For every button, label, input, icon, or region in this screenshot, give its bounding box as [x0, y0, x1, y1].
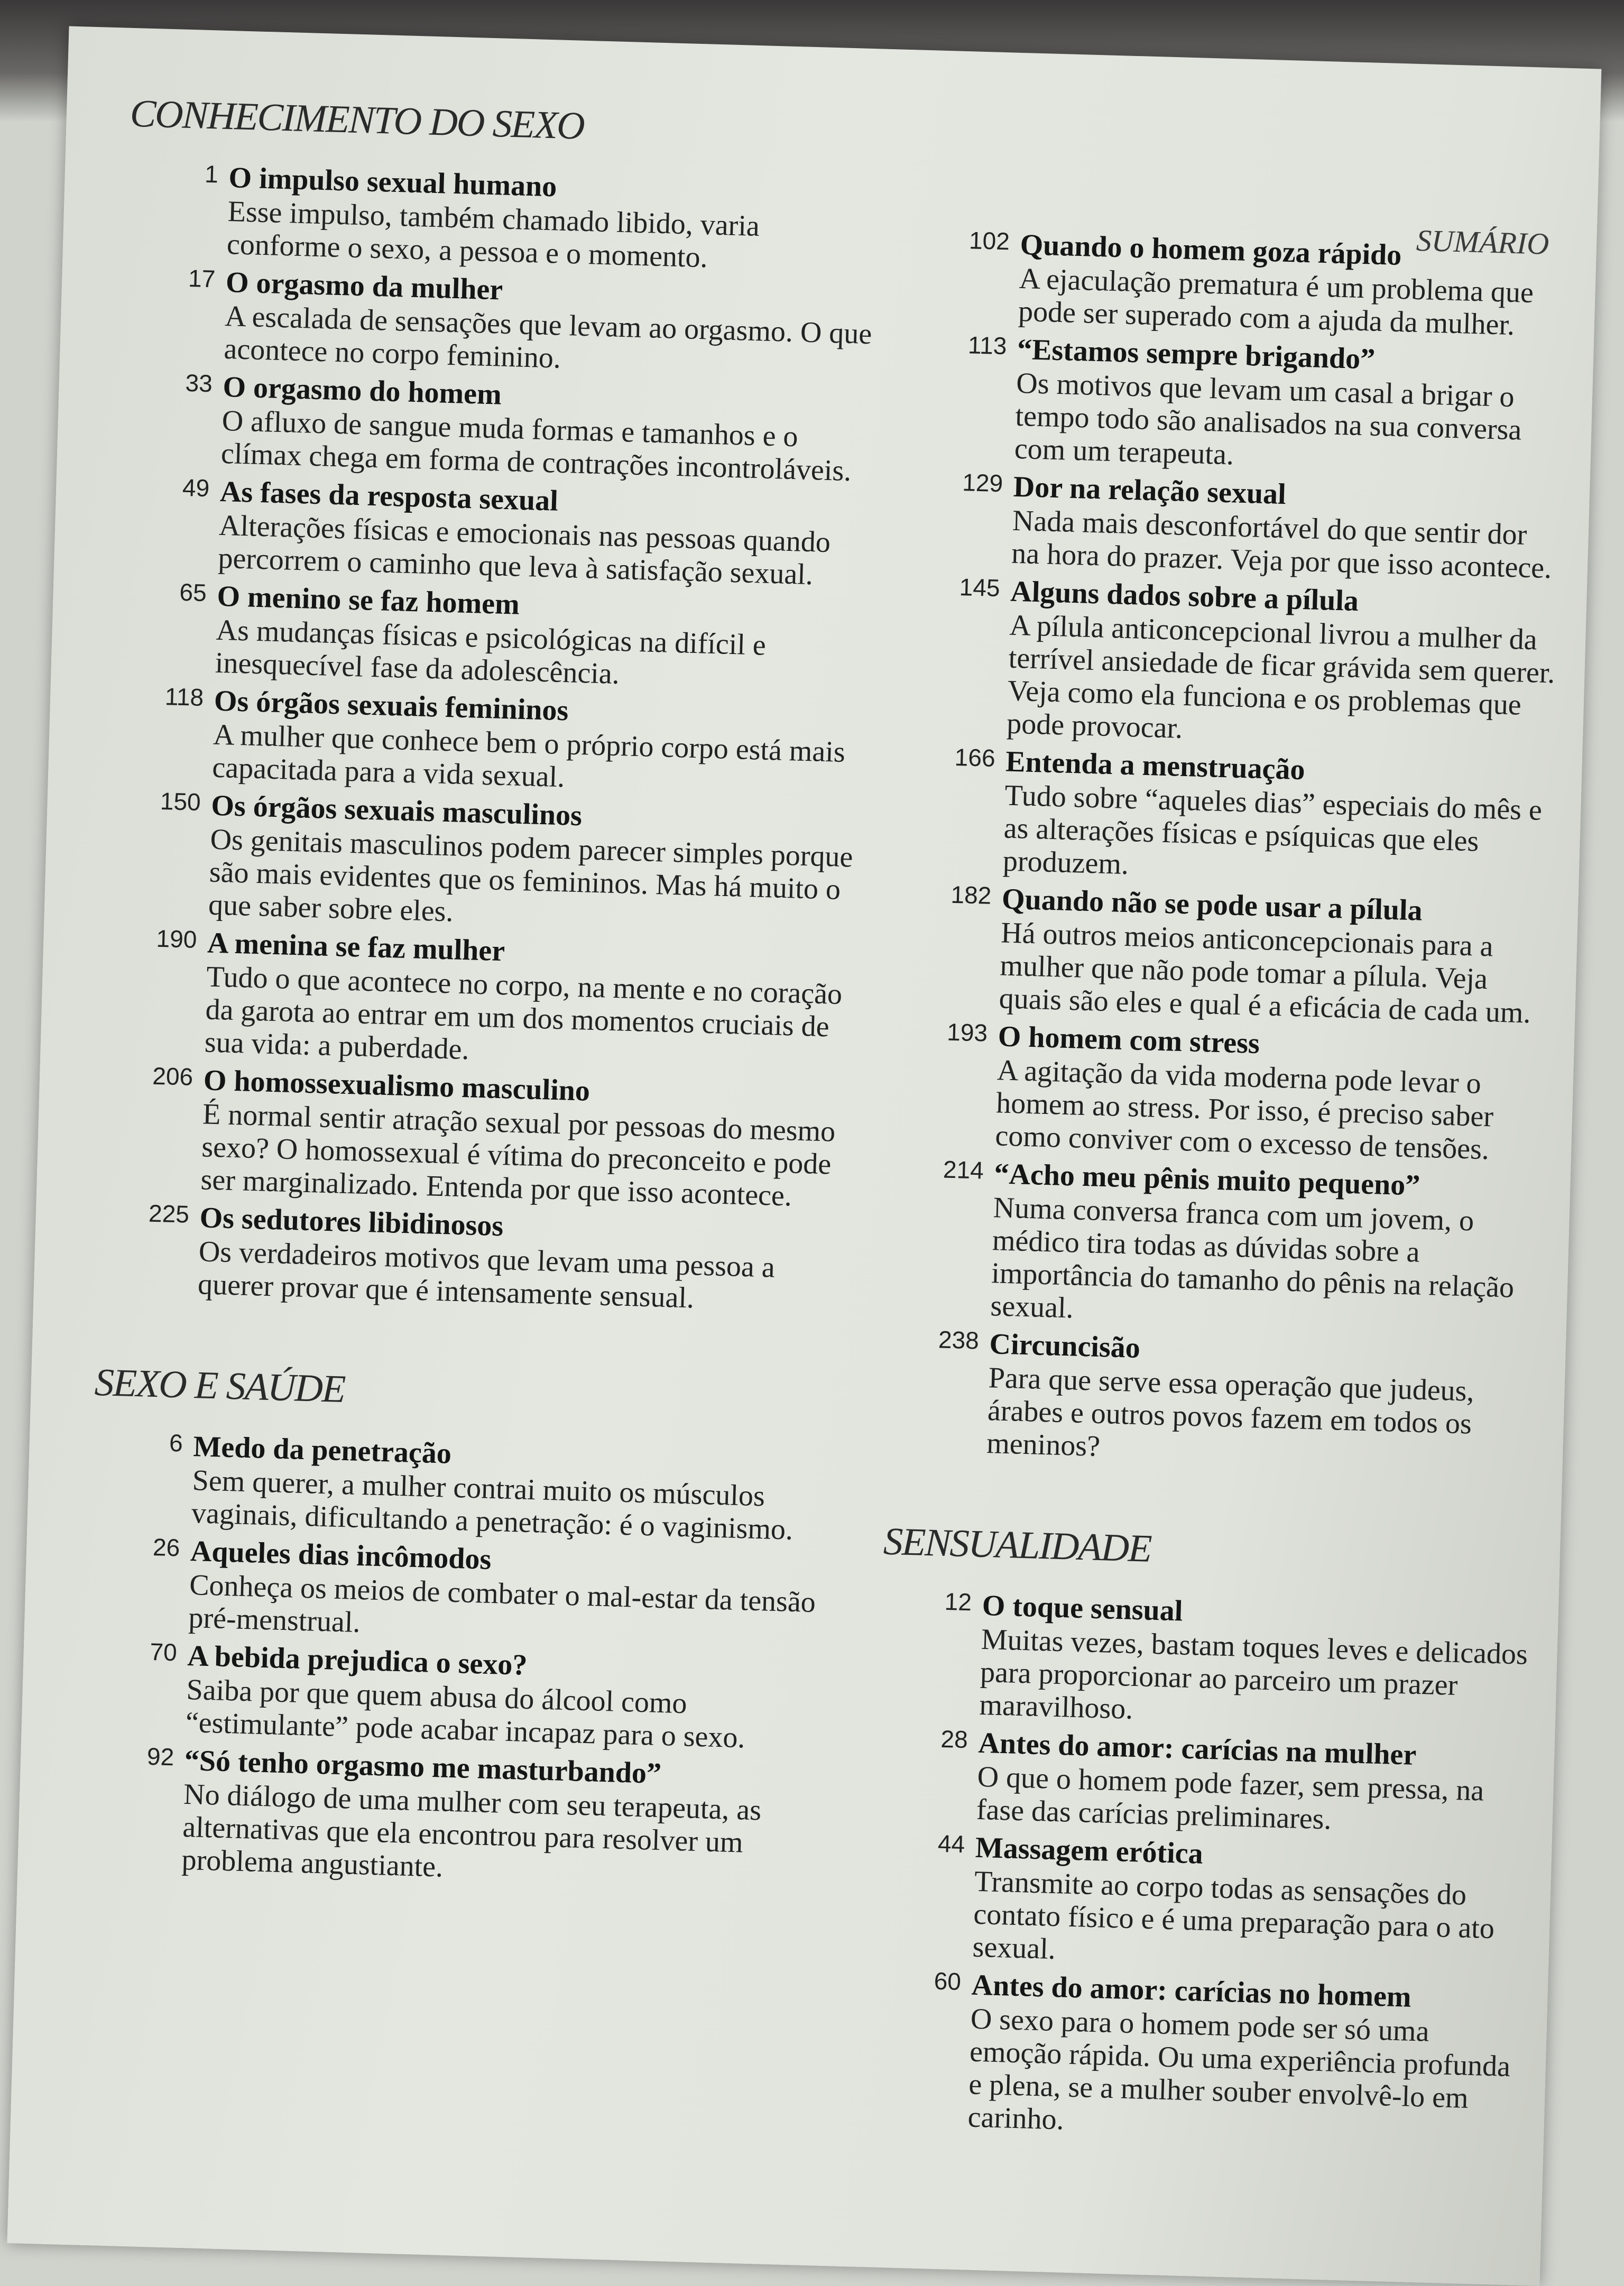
- page-number: 206: [152, 1062, 193, 1091]
- toc-entry: [88, 1531, 841, 1653]
- entry-description: Sem querer, a mulher contrai muito os músculos vaginais, dificultando a penetração: é o vaginismo.: [191, 1464, 793, 1546]
- toc-entry: [117, 472, 871, 593]
- entry-title: Antes do amor: carícias no homem: [971, 1968, 1412, 2014]
- toc-entry: [114, 576, 868, 697]
- entry-title: O toque sensual: [981, 1589, 1184, 1628]
- toc-entry: [112, 680, 865, 802]
- toc-entry: [879, 1586, 1533, 1737]
- entry-description: Alterações físicas e emocionais nas pessoas quando percorrem o caminho que leva à satisfação sexual.: [217, 509, 831, 592]
- entry-title: Medo da penetração: [192, 1430, 452, 1470]
- toc-entry: [120, 367, 873, 488]
- entry-title: O homem com stress: [998, 1020, 1260, 1061]
- entry-title: O orgasmo da mulher: [225, 265, 504, 307]
- entry-description: Os motivos que levam um casal a brigar o tempo todo são analisados na sua conversa com um terapeuta.: [1014, 366, 1522, 472]
- entry-description: No diálogo de uma mulher com seu terapeuta, as alternativas que ela encontrou para resolver um problema angustiante.: [181, 1777, 762, 1884]
- entry-description: Muitas vezes, bastam toques leves e delicados para proporcionar ao parceiro um prazer maravilhoso.: [979, 1623, 1528, 1726]
- entry-title: “Estamos sempre brigando”: [1017, 333, 1376, 376]
- entry-title: Circuncisão: [989, 1328, 1141, 1365]
- page-number: 214: [943, 1155, 984, 1184]
- section-title: CONHECIMENTO DO SEXO: [129, 91, 585, 148]
- toc-entry: [917, 225, 1570, 343]
- entry-title: O homossexualismo masculino: [203, 1064, 590, 1108]
- entry-description: A mulher que conhece bem o próprio corpo está mais capacitada para a vida sexual.: [211, 718, 846, 794]
- page-number: 150: [160, 787, 201, 816]
- entry-description: Há outros meios anticoncepcionais para a mulher que não pode tomar a pílula. Veja quais são eles e qual é a eficácia de cada um.: [999, 916, 1531, 1030]
- entry-title: Alguns dados sobre a pílula: [1010, 575, 1359, 618]
- toc-entry: [902, 741, 1556, 892]
- entry-title: A menina se faz mulher: [207, 926, 505, 968]
- toc-entry: [911, 466, 1564, 585]
- entry-title: As fases da resposta sexual: [219, 475, 559, 518]
- page-number: 6: [169, 1428, 183, 1457]
- entry-description: Numa conversa franca com um jovem, o médico tira todas as dúvidas sobre a importância do tamanho do pênis na relação sexual.: [990, 1191, 1515, 1325]
- entry-title: Massagem erótica: [975, 1831, 1204, 1870]
- entry-description: A ejaculação prematura é um problema que pode ser superado com a ajuda da mulher.: [1018, 262, 1534, 342]
- toc-entry: [100, 1060, 854, 1214]
- left-column: [81, 91, 881, 1898]
- toc-entry: [126, 158, 879, 279]
- entry-description: Nada mais desconfortável do que sentir dor na hora do prazer. Veja por que isso acontece.: [1011, 504, 1552, 585]
- entry-title: Quando não se pode usar a pílula: [1001, 882, 1423, 927]
- toc-entry: [97, 1197, 850, 1319]
- entry-title: “Só tenho orgasmo me masturbando”: [184, 1744, 662, 1791]
- page-number: 65: [179, 578, 207, 607]
- entry-title: Os sedutores libidinosos: [199, 1201, 504, 1243]
- toc-entry: [872, 1827, 1526, 1978]
- page-number: 49: [182, 473, 210, 502]
- entry-list: [867, 1586, 1532, 2149]
- entry-description: O que o homem pode fazer, sem pressa, na fase das carícias preliminares.: [976, 1760, 1485, 1836]
- page-number: 166: [954, 743, 996, 772]
- page-number: 193: [946, 1018, 988, 1047]
- entry-description: O sexo para o homem pode ser só uma emoção rápida. Ou uma experiência profunda e plena, se a mulher souber envolvê-lo em carinho.: [967, 2002, 1511, 2136]
- entry-list: [886, 225, 1571, 1475]
- entry-list: [97, 158, 879, 1319]
- page-number: 17: [188, 264, 216, 293]
- entry-title: O menino se faz homem: [216, 579, 520, 621]
- toc-entry: [886, 1324, 1540, 1475]
- entry-description: Saiba por que quem abusa do álcool como “estimulante” pode acabar incapaz para o sexo.: [185, 1673, 746, 1755]
- toc-entry: [894, 1016, 1548, 1167]
- page-number: 1: [204, 160, 219, 188]
- toc-entry: [104, 923, 857, 1077]
- page-number: 26: [152, 1533, 181, 1562]
- page-number: 12: [944, 1587, 972, 1616]
- page-number: 60: [934, 1967, 962, 1996]
- toc-entry: [898, 879, 1552, 1030]
- entry-list: [81, 1426, 844, 1894]
- section-title: SENSUALIDADE: [882, 1519, 1152, 1571]
- right-column: [867, 225, 1570, 2153]
- entry-description: Os verdadeiros motivos que levam uma pessoa a querer provar que é intensamente sensual.: [197, 1235, 776, 1315]
- entry-description: Esse impulso, também chamado libido, varia conforme o sexo, a pessoa e o momento.: [226, 195, 760, 274]
- toc-entry: [90, 1426, 844, 1548]
- book-page: [7, 26, 1601, 2286]
- toc-entry: [914, 329, 1567, 481]
- entry-description: É normal sentir atração sexual por pessoas do mesmo sexo? O homossexual é vítima do preconceito e pode ser marginalizado. Entenda por que isso acontece.: [200, 1098, 836, 1213]
- page-number: 238: [938, 1325, 980, 1354]
- toc-entry: [85, 1636, 838, 1757]
- page-number: 182: [950, 880, 992, 909]
- entry-description: Os genitais masculinos podem parecer simples porque são mais evidentes que os femininos. Mas há muito o que saber sobre eles.: [208, 823, 854, 928]
- page-number: 102: [968, 226, 1010, 255]
- entry-title: Aqueles dias incômodos: [190, 1535, 492, 1576]
- page-number: 113: [967, 331, 1008, 360]
- entry-description: O afluxo de sangue muda formas e tamanhos e o clímax chega em forma de contrações incontroláveis.: [220, 404, 852, 488]
- entry-title: Os órgãos sexuais masculinos: [210, 789, 583, 833]
- toc-entry: [867, 1965, 1521, 2149]
- page-number: 33: [184, 368, 213, 398]
- entry-description: Para que serve essa operação que judeus, árabes e outros povos fazem em todos os meninos?: [986, 1361, 1475, 1463]
- entry-title: Quando o homem goza rápido: [1019, 228, 1402, 272]
- toc-entry: [81, 1740, 835, 1895]
- page-number: 225: [148, 1199, 190, 1228]
- page-number: 92: [146, 1742, 174, 1771]
- toc-entry: [123, 262, 876, 384]
- entry-title: Dor na relação sexual: [1013, 470, 1287, 511]
- entry-title: O orgasmo do homem: [222, 370, 502, 411]
- entry-description: A pílula anticoncepcional livrou a mulher da terrível ansiedade de ficar grávida sem querer. Veja como ela funciona e os problemas que pode provocar.: [1006, 609, 1556, 745]
- entry-description: Tudo o que acontece no corpo, na mente e no coração da garota ao entrar em um dos momentos cruciais de sua vida: a puberdade.: [204, 960, 843, 1066]
- entry-title: “Acho meu pênis muito pequeno”: [993, 1157, 1421, 1202]
- entry-description: As mudanças físicas e psicológicas na difícil e inesquecível fase da adolescência.: [215, 613, 767, 691]
- page-number: 70: [149, 1637, 178, 1666]
- page-number: 28: [940, 1725, 968, 1754]
- toc-entry: [107, 785, 861, 939]
- entry-description: Transmite ao corpo todas as sensações do contato físico e é uma preparação para o ato sexual.: [972, 1865, 1495, 1966]
- entry-title: Os órgãos sexuais femininos: [214, 684, 569, 727]
- entry-title: A bebida prejudica o sexo?: [187, 1639, 528, 1682]
- section-title: SEXO E SAÚDE: [94, 1360, 346, 1412]
- page-title-sumario: SUMÁRIO: [1416, 223, 1550, 261]
- page-number: 44: [937, 1829, 965, 1858]
- page-number: 145: [959, 573, 1001, 602]
- toc-entry: [890, 1154, 1544, 1338]
- page-number: 190: [155, 924, 198, 953]
- page-number: 129: [962, 468, 1003, 497]
- page-number: 118: [164, 683, 204, 712]
- toc-entry: [906, 571, 1561, 755]
- entry-description: Tudo sobre “aqueles dias” especiais do mês e as alterações físicas e psíquicas que eles produzem.: [1002, 779, 1543, 881]
- entry-description: Conheça os meios de combater o mal-estar da tensão pré-menstrual.: [188, 1569, 816, 1639]
- entry-title: Antes do amor: carícias na mulher: [977, 1726, 1417, 1772]
- entry-title: Entenda a menstruação: [1005, 745, 1306, 787]
- entry-description: A agitação da vida moderna pode levar o homem ao stress. Por isso, é preciso saber como conviver com o excesso de tensões.: [994, 1054, 1494, 1166]
- toc-entry: [875, 1723, 1528, 1841]
- entry-description: A escalada de sensações que levam ao orgasmo. O que acontece no corpo feminino.: [223, 299, 873, 375]
- entry-title: O impulso sexual humano: [228, 161, 558, 204]
